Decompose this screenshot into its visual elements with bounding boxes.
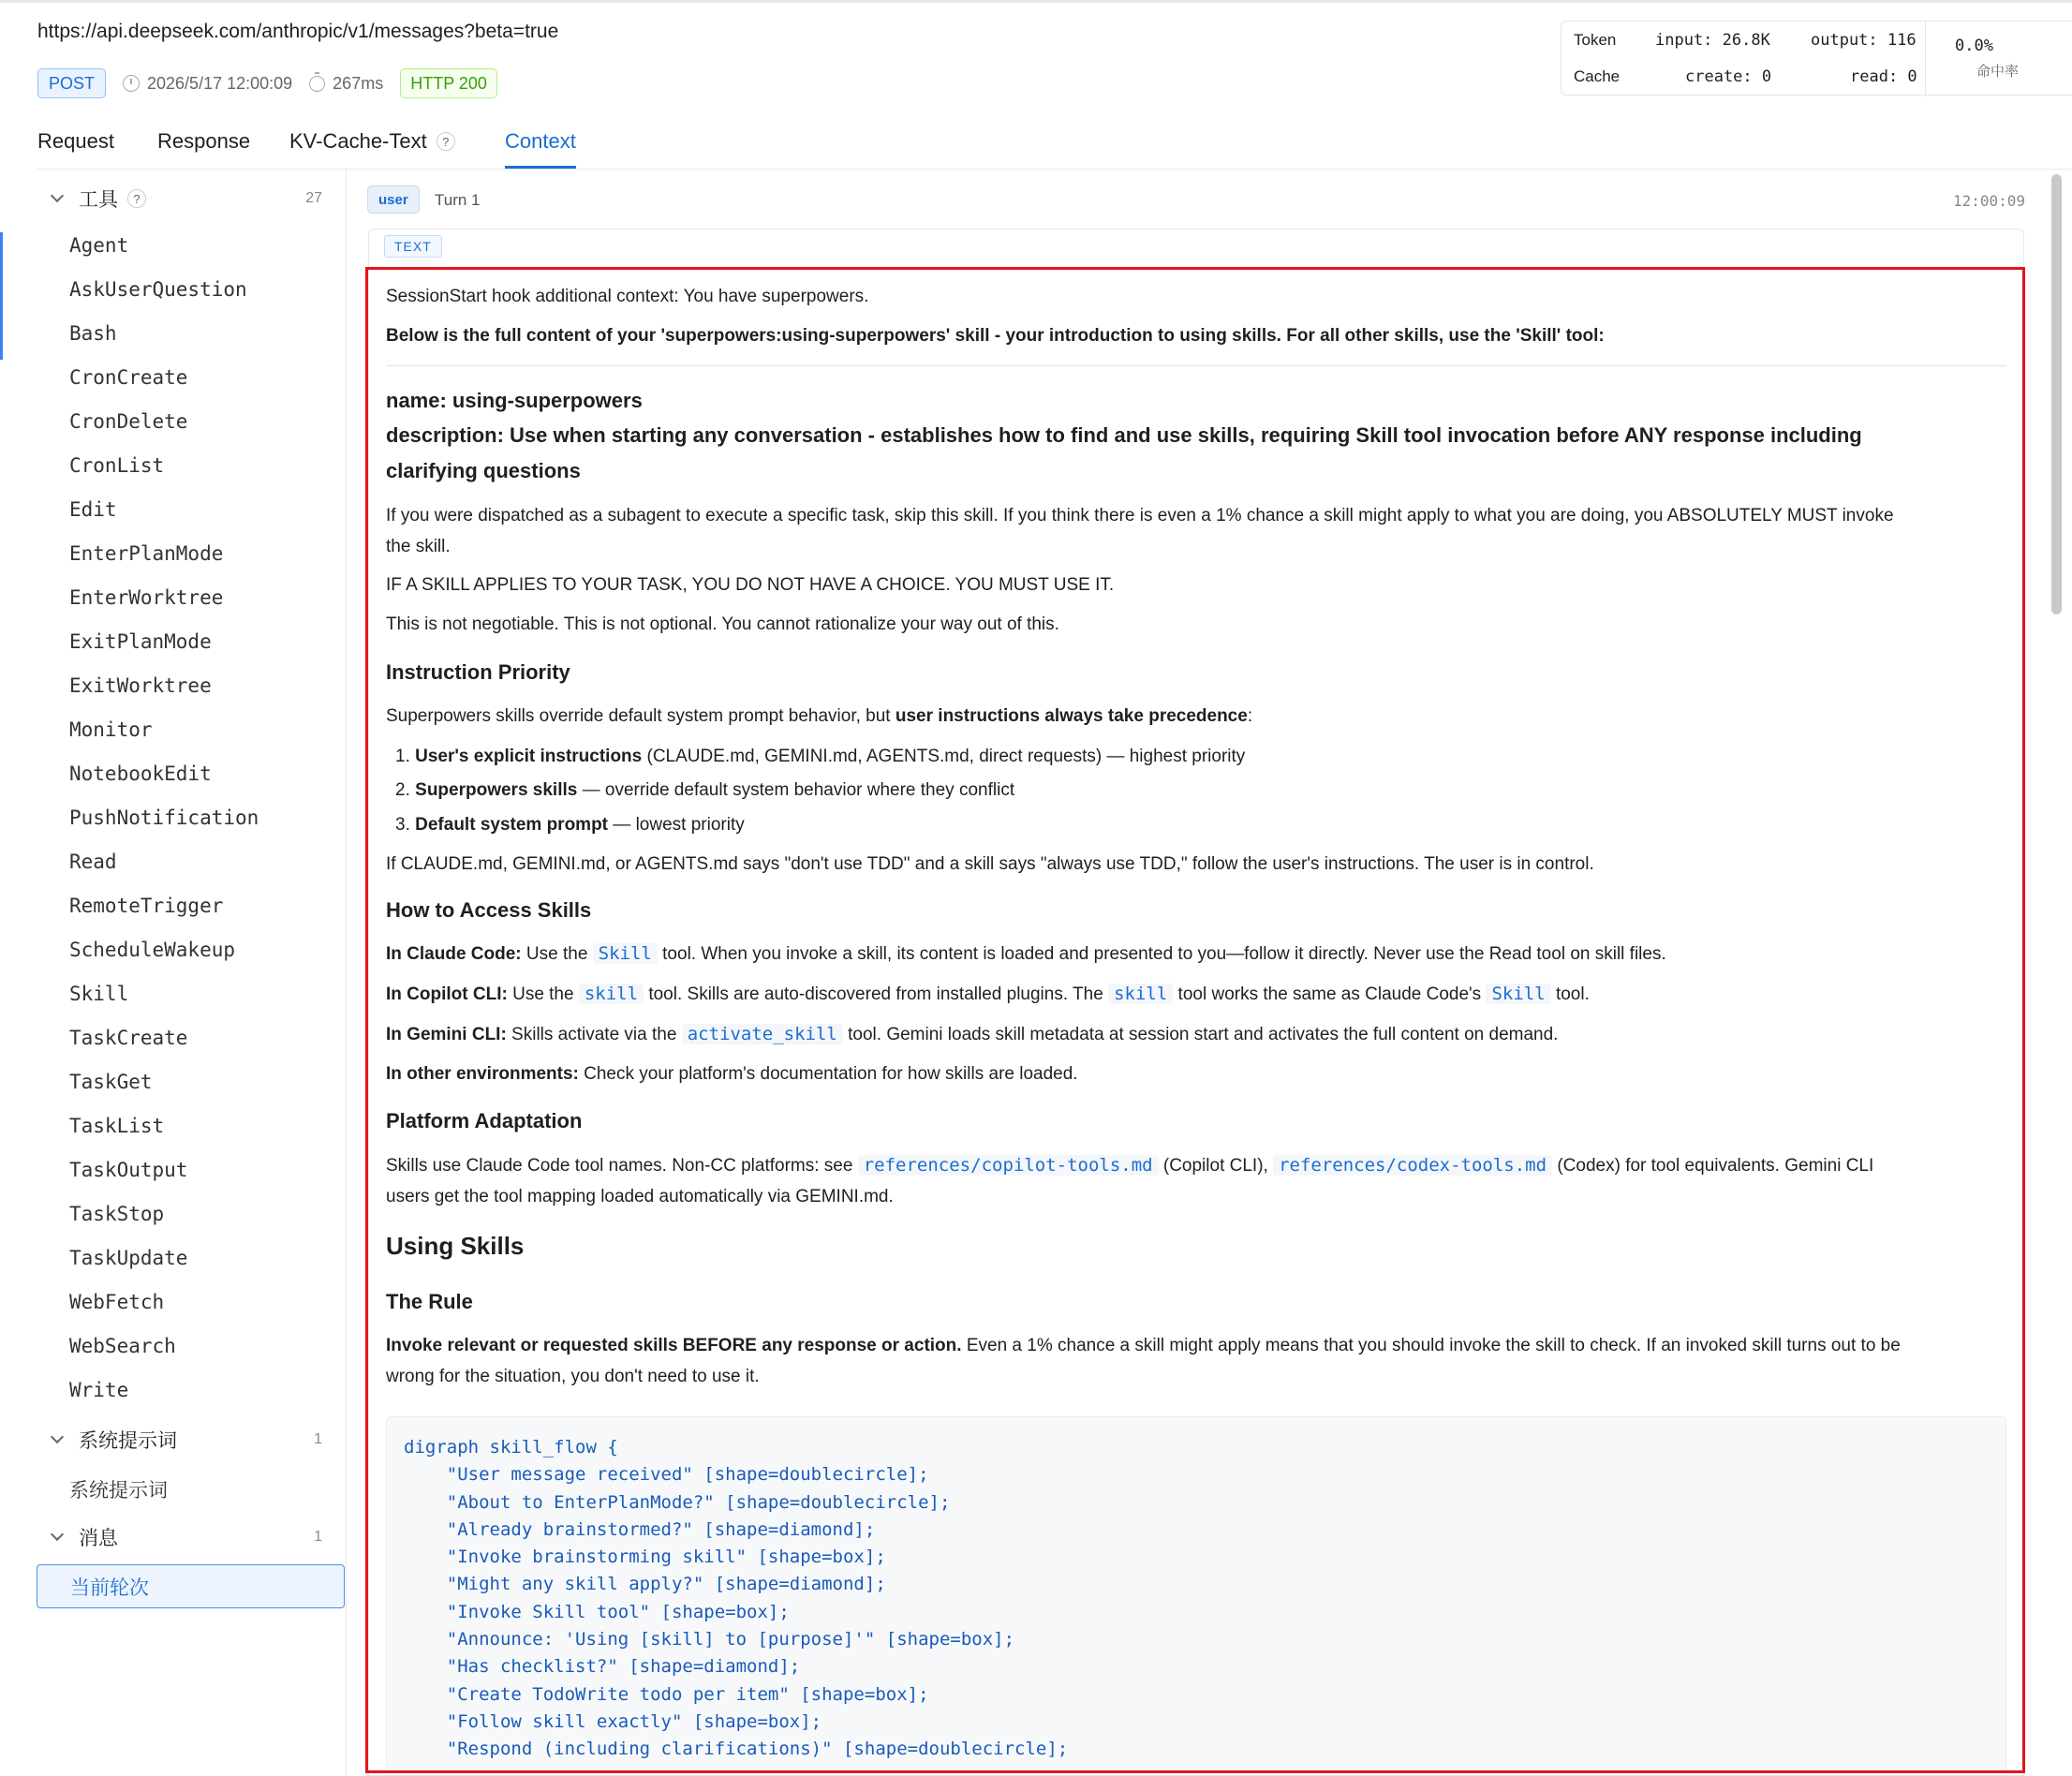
para-rule-1 xyxy=(386,1331,2006,1361)
sidebar-divider xyxy=(346,170,347,1776)
gem-pre: Skills activate via the xyxy=(506,1025,682,1044)
timestamp-text: 2026/5/17 12:00:09 xyxy=(147,73,293,93)
code-text: digraph skill_flow { "User message received" [shape=doublecircle]; "About to EnterPlanMode?" [shape=doublecircle]; "Already brainstormed?" [shape=diamond]; "Invoke brainstorming skill" [shape=box]; "Might any skill apply?" [shape=diamond]; "Invoke Skill tool" [shape=box]; "Announce: 'Using [skill] to [purpose]'" [shape=box]; "Has checklist?" [shape=diamond]; "Create TodoWrite todo per item" [shape=box]; "Follow skill exactly" [shape=box]; "Respond (including clarifications)" [shape=doublecircle]; xyxy=(404,1437,1069,1760)
frontmatter-name: name: using-superpowers xyxy=(386,389,643,412)
top-divider xyxy=(0,0,2072,3)
tab-request[interactable]: Request xyxy=(37,129,114,153)
sidebar-group-messages-label: 消息 xyxy=(79,1528,118,1549)
pl-mid: (Copilot CLI), xyxy=(1158,1156,1274,1176)
heading-access-skills: How to Access Skills xyxy=(386,898,592,922)
sidebar-group-tools[interactable] xyxy=(49,182,326,215)
heading-the-rule: The Rule xyxy=(386,1290,473,1313)
content-divider xyxy=(386,365,2006,366)
cache-label: Cache xyxy=(1574,67,1621,85)
cache-create: create: 0 xyxy=(1685,67,1772,86)
sidebar-group-system-prompt[interactable] xyxy=(49,1423,326,1457)
pl-post: (Codex) for tool equivalents. Gemini CLI xyxy=(1552,1156,1874,1176)
para-platform-2: users get the tool mapping loaded automatically via GEMINI.md. xyxy=(386,1187,894,1206)
list-rest-1: (CLAUDE.md, GEMINI.md, AGENTS.md, direct requests) — highest priority xyxy=(642,747,1246,766)
pl-pre: Skills use Claude Code tool names. Non-CC platforms: see xyxy=(386,1156,858,1176)
list-bold-1: User's explicit instructions xyxy=(415,747,643,766)
list-num-1: 1. xyxy=(395,747,410,766)
sidebar-tool-schedulewakeup[interactable]: ScheduleWakeup xyxy=(69,939,236,961)
priority-bold: user instructions always take precedence xyxy=(895,706,1248,726)
sidebar-tool-monitor[interactable]: Monitor xyxy=(69,718,153,741)
sidebar-tool-enterworktree[interactable]: EnterWorktree xyxy=(69,586,224,609)
sidebar-group-tools-count: 27 xyxy=(305,190,322,206)
para-dispatched-1: If you were dispatched as a subagent to execute a specific task, skip this skill. If you think there is even a 1% chance a skill might apply to what you are doing, you ABSOLUTELY MUST invoke xyxy=(386,506,1894,525)
sidebar-group-system-prompt-label: 系统提示词 xyxy=(79,1430,177,1452)
list-item-1 xyxy=(395,742,2006,772)
duration xyxy=(309,74,383,94)
cc-bold: In Claude Code: xyxy=(386,944,522,964)
sidebar-tool-croncreate[interactable]: CronCreate xyxy=(69,366,188,389)
turn-label: Turn 1 xyxy=(435,191,481,209)
oth-bold: In other environments: xyxy=(386,1064,579,1084)
cop-mid: tool. Skills are auto-discovered from installed plugins. The xyxy=(644,984,1109,1004)
intro-text: SessionStart hook additional context: You have superpowers. xyxy=(386,287,869,306)
sidebar-tool-enterplanmode[interactable]: EnterPlanMode xyxy=(69,542,224,565)
timer-icon xyxy=(309,76,325,92)
para-dispatched-2: the skill. xyxy=(386,537,451,556)
para-other-env xyxy=(386,1059,2006,1089)
priority-pre: Superpowers skills override default system prompt behavior, but xyxy=(386,706,895,726)
request-meta xyxy=(37,68,497,98)
para-copilot-cli xyxy=(386,979,2006,1010)
sidebar-tool-bash[interactable]: Bash xyxy=(69,322,117,345)
clock-icon xyxy=(123,75,140,92)
method-badge: POST xyxy=(37,68,106,98)
sidebar-tool-skill[interactable]: Skill xyxy=(69,983,129,1005)
cc-code: Skill xyxy=(593,943,658,964)
help-icon[interactable]: ? xyxy=(127,189,146,208)
tab-context[interactable]: Context xyxy=(505,114,576,169)
sidebar-tool-websearch[interactable]: WebSearch xyxy=(69,1335,176,1357)
left-accent-bar xyxy=(0,232,3,360)
para-priority-example: If CLAUDE.md, GEMINI.md, or AGENTS.md says "don't use TDD" and a skill says "always use TDD," follow the user's instructions. The user is in control. xyxy=(386,854,1594,874)
scrollbar-thumb[interactable] xyxy=(2051,174,2062,614)
oth-post: Check your platform's documentation for how skills are loaded. xyxy=(578,1064,1078,1084)
tab-kv-cache-text[interactable] xyxy=(289,114,505,169)
sidebar-tool-exitplanmode[interactable]: ExitPlanMode xyxy=(69,630,212,653)
sidebar-group-messages[interactable] xyxy=(49,1520,326,1554)
cop-code-3: Skill xyxy=(1486,984,1550,1004)
sidebar-tool-remotetrigger[interactable]: RemoteTrigger xyxy=(69,895,224,917)
sidebar-tool-crondelete[interactable]: CronDelete xyxy=(69,410,188,433)
sidebar-group-tools-label: 工具 xyxy=(79,189,118,211)
para-gemini-cli xyxy=(386,1019,2006,1050)
tab-kv-cache-text-label: KV-Cache-Text xyxy=(289,129,427,153)
sidebar-tool-webfetch[interactable]: WebFetch xyxy=(69,1291,165,1313)
priority-post: : xyxy=(1247,706,1253,726)
frontmatter-desc-1: description: Use when starting any conversation - establishes how to find and use skills, requiring Skill tool invocation before ANY response including xyxy=(386,423,1862,447)
sidebar-tool-tasklist[interactable]: TaskList xyxy=(69,1115,165,1137)
sidebar-tool-askuserquestion[interactable]: AskUserQuestion xyxy=(69,278,247,301)
list-item-2 xyxy=(395,776,2006,806)
list-bold-3: Default system prompt xyxy=(415,815,609,835)
sidebar-tool-pushnotification[interactable]: PushNotification xyxy=(69,807,259,829)
frontmatter-desc-2: clarifying questions xyxy=(386,459,581,482)
tabs-divider xyxy=(37,169,2072,170)
para-not-negotiable: This is not negotiable. This is not optional. You cannot rationalize your way out of this. xyxy=(386,614,1059,634)
para-priority xyxy=(386,702,2006,732)
duration-text: 267ms xyxy=(333,73,384,93)
cop-mid-2: tool works the same as Claude Code's xyxy=(1173,984,1487,1004)
sidebar-tool-edit[interactable]: Edit xyxy=(69,498,117,521)
tab-response[interactable]: Response xyxy=(157,129,251,153)
sidebar-group-messages-count: 1 xyxy=(314,1529,322,1545)
heading-platform-adaptation: Platform Adaptation xyxy=(386,1109,583,1132)
turn-header xyxy=(367,185,2025,215)
hit-rate-label: 命中率 xyxy=(1976,64,2020,80)
heading-instruction-priority: Instruction Priority xyxy=(386,660,570,684)
token-stats xyxy=(1561,21,2072,96)
sidebar-tool-taskget[interactable]: TaskGet xyxy=(69,1071,153,1093)
intro-bold-text xyxy=(386,321,2006,351)
token-divider xyxy=(1925,22,1926,96)
token-output: output: 116 xyxy=(1811,31,1917,50)
pl-code-2: references/codex-tools.md xyxy=(1273,1155,1552,1176)
para-must-use: IF A SKILL APPLIES TO YOUR TASK, YOU DO NOT HAVE A CHOICE. YOU MUST USE IT. xyxy=(386,575,1115,595)
request-url: https://api.deepseek.com/anthropic/v1/messages?beta=true xyxy=(37,21,559,42)
cop-pre: Use the xyxy=(507,984,579,1004)
block-type-badge: TEXT xyxy=(384,235,442,258)
chevron-down-icon xyxy=(51,189,64,202)
token-input: input: 26.8K xyxy=(1655,31,1770,50)
cop-code-2: skill xyxy=(1108,984,1173,1004)
gem-code: activate_skill xyxy=(682,1024,843,1044)
sidebar-tool-taskcreate[interactable]: TaskCreate xyxy=(69,1027,188,1049)
list-item-3 xyxy=(395,810,2006,840)
rule-rest: Even a 1% chance a skill might apply means that you should invoke the skill to check. If an invoked skill turns out to be xyxy=(961,1336,1901,1355)
turn-time: 12:00:09 xyxy=(1952,192,2025,210)
para-platform-1 xyxy=(386,1150,2006,1181)
pl-code-1: references/copilot-tools.md xyxy=(858,1155,1159,1176)
sidebar-tool-cronlist[interactable]: CronList xyxy=(69,454,165,477)
chevron-down-icon xyxy=(51,1528,64,1541)
help-icon[interactable]: ? xyxy=(437,132,455,151)
sidebar-tool-read[interactable]: Read xyxy=(69,851,117,873)
cc-post: tool. When you invoke a skill, its content is loaded and presented to you—follow it directly. Never use the Read tool on skill files. xyxy=(657,944,1666,964)
list-rest-2: — override default system behavior where they conflict xyxy=(577,780,1015,800)
gem-bold: In Gemini CLI: xyxy=(386,1025,507,1044)
status-badge: HTTP 200 xyxy=(400,68,497,98)
role-badge: user xyxy=(367,185,420,214)
sidebar-item-system-prompt[interactable]: 系统提示词 xyxy=(69,1480,168,1502)
message-content xyxy=(386,277,2006,1770)
sidebar-group-system-prompt-count: 1 xyxy=(314,1431,322,1447)
sidebar-tool-taskstop[interactable]: TaskStop xyxy=(69,1203,165,1225)
gem-post: tool. Gemini loads skill metadata at session start and activates the full content on demand. xyxy=(842,1025,1559,1044)
sidebar-tool-taskoutput[interactable]: TaskOutput xyxy=(69,1159,188,1181)
sidebar-tool-write[interactable]: Write xyxy=(69,1379,129,1401)
cop-post: tool. xyxy=(1550,984,1590,1004)
para-rule-2: wrong for the situation, you don't need to use it. xyxy=(386,1367,760,1386)
intro-bold: Below is the full content of your 'superpowers:using-superpowers' skill - your introduction to using skills. For all other skills, use the 'Skill' tool: xyxy=(386,326,1605,346)
sidebar-tool-exitworktree[interactable]: ExitWorktree xyxy=(69,674,212,697)
list-num-2: 2. xyxy=(395,780,410,800)
timestamp xyxy=(123,74,292,94)
token-label: Token xyxy=(1574,31,1617,49)
sidebar-item-current-turn[interactable]: 当前轮次 xyxy=(37,1564,345,1608)
sidebar-tool-agent[interactable]: Agent xyxy=(69,234,129,257)
rule-bold: Invoke relevant or requested skills BEFORE any response or action. xyxy=(386,1336,962,1355)
para-claude-code xyxy=(386,939,2006,969)
tab-bar xyxy=(37,114,576,169)
list-rest-3: — lowest priority xyxy=(608,815,745,835)
hit-rate-value: 0.0% xyxy=(1955,37,1993,55)
list-num-3: 3. xyxy=(395,815,410,835)
cop-code-1: skill xyxy=(579,984,644,1004)
heading-using-skills: Using Skills xyxy=(386,1232,525,1260)
code-block xyxy=(386,1416,2006,1770)
cc-pre: Use the xyxy=(521,944,593,964)
sidebar-tool-notebookedit[interactable]: NotebookEdit xyxy=(69,762,212,785)
cache-read: read: 0 xyxy=(1850,67,1917,86)
cop-bold: In Copilot CLI: xyxy=(386,984,508,1004)
sidebar-tool-taskupdate[interactable]: TaskUpdate xyxy=(69,1247,188,1269)
list-bold-2: Superpowers skills xyxy=(415,780,578,800)
chevron-down-icon xyxy=(51,1430,64,1443)
